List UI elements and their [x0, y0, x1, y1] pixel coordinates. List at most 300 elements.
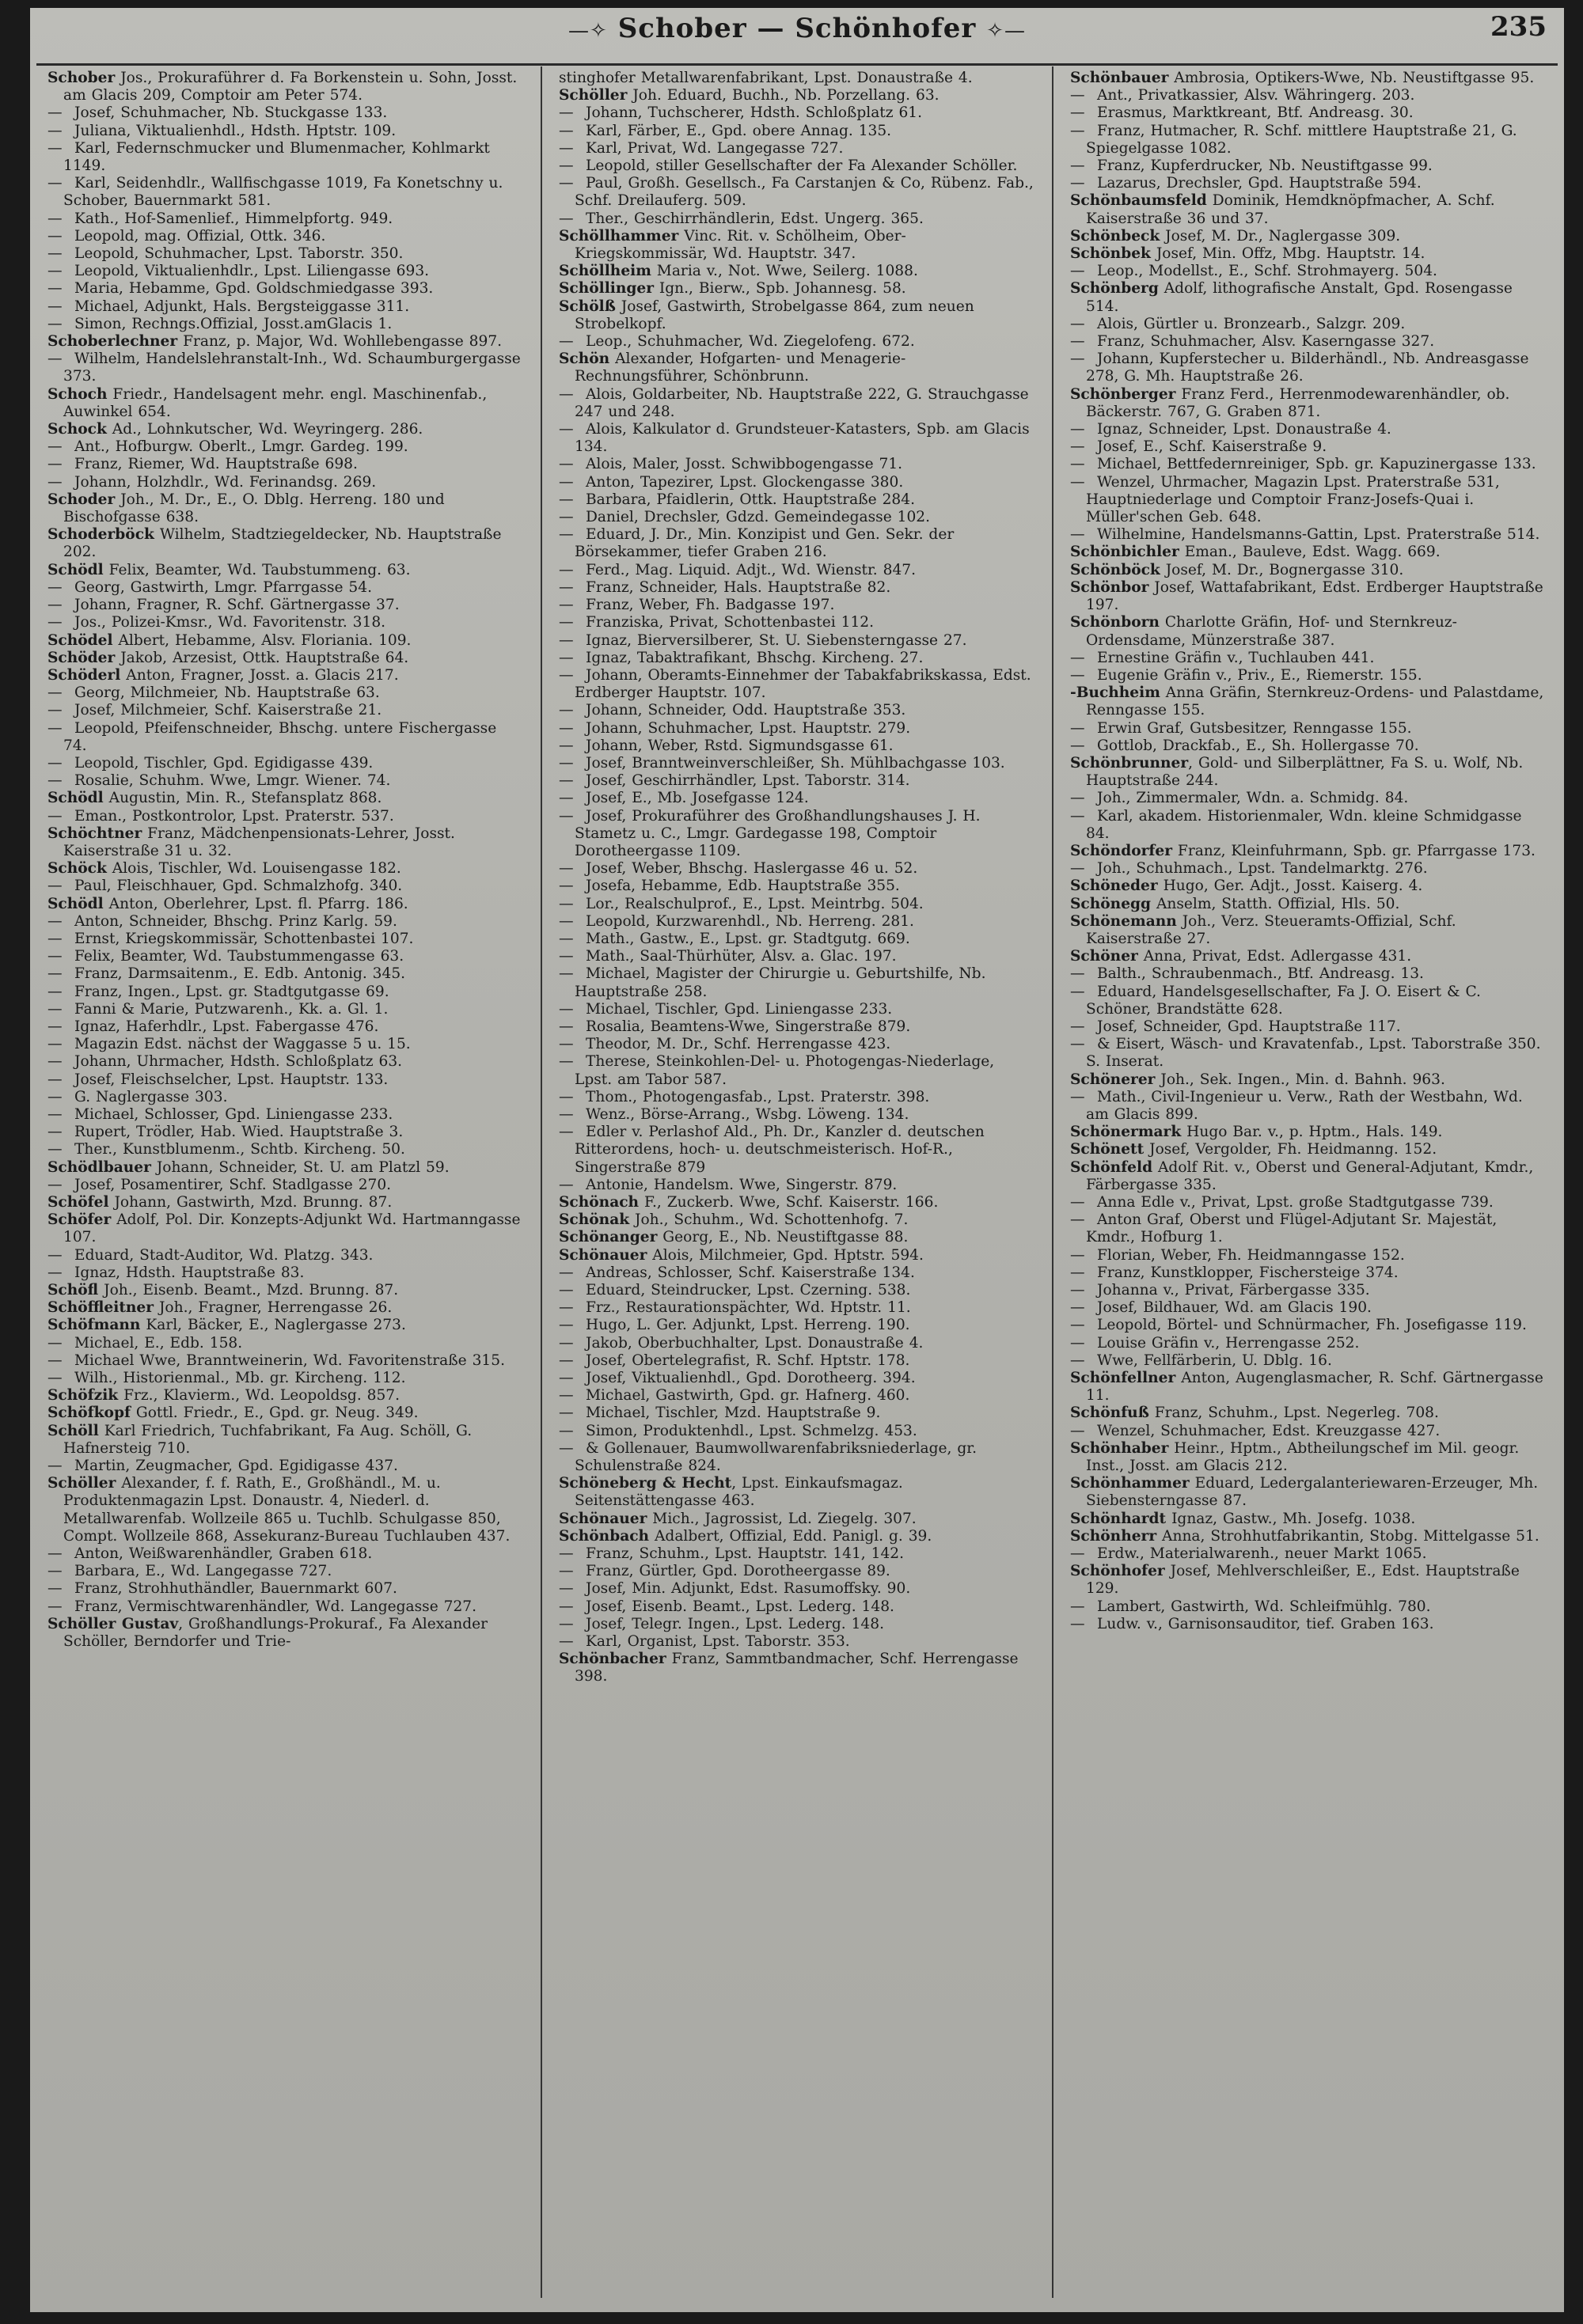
repeat-dash: —: [559, 561, 574, 578]
entry-text: Anton, Fragner, Josst. a. Glacis 217.: [120, 666, 399, 684]
directory-entry: [47, 632, 524, 650]
entry-text: Josef, Schuhmacher, Nb. Stuckgasse 133.: [74, 104, 388, 122]
repeat-dash: —: [47, 1545, 63, 1563]
entry-text: Ther., Kunstblumenm., Schtb. Kircheng. 50.: [74, 1141, 405, 1158]
directory-entry: [559, 351, 1035, 385]
directory-entry: [559, 1651, 1035, 1685]
repeat-dash: —: [559, 631, 574, 649]
entry-surname: Schönhaber: [1070, 1439, 1169, 1457]
repeat-dash: —: [559, 719, 574, 737]
entry-text: Anton Graf, Oberst und Flügel-Adjutant Sr. Majestät, Kmdr., Hofburg 1.: [1086, 1211, 1498, 1246]
repeat-dash: —: [1070, 666, 1085, 684]
repeat-dash: —: [559, 139, 574, 157]
entry-text: Franz, Schuhmacher, Alsv. Kaserngasse 327.: [1097, 333, 1435, 351]
directory-entry: [47, 491, 524, 526]
entry-text: Georg, Milchmeier, Nb. Hauptstraße 63.: [74, 684, 380, 702]
directory-entry: [1070, 1264, 1547, 1282]
directory-entry: [1070, 456, 1547, 473]
entry-text: Gottl. Friedr., E., Gpd. gr. Neug. 349.: [130, 1405, 419, 1422]
directory-entry: [47, 650, 524, 667]
entry-text: Alois, Goldarbeiter, Nb. Hauptstraße 222, G. Strauchgasse 247 und 248.: [575, 385, 1029, 420]
repeat-dash: —: [559, 1036, 574, 1053]
entry-surname: Schönbrunner: [1070, 754, 1189, 772]
entry-text: Michael Wwe, Branntweinerin, Wd. Favoritenstraße 315.: [74, 1352, 505, 1369]
column-2: [559, 70, 1035, 2301]
entry-text: Maria, Hebamme, Gpd. Goldschmiedgasse 393.: [74, 280, 434, 298]
directory-entry: [47, 1580, 524, 1598]
entry-surname: Schöll: [47, 1422, 99, 1439]
entry-text: Rosalia, Beamtens-Wwe, Singerstraße 879.: [586, 1018, 911, 1035]
entry-surname: Schöner: [1070, 948, 1138, 965]
repeat-dash: —: [559, 790, 574, 807]
directory-entry: [1070, 1528, 1547, 1545]
repeat-dash: —: [559, 807, 574, 825]
repeat-dash: —: [559, 210, 574, 227]
entry-text: Anna, Privat, Edst. Adlergasse 431.: [1137, 948, 1412, 965]
repeat-dash: —: [559, 1282, 574, 1299]
entry-text: Ignaz, Hdsth. Hauptstraße 83.: [74, 1264, 305, 1281]
entry-text: Eduard, Handelsgesellschafter, Fa J. O. Eisert & C. Schöner, Brandstätte 628.: [1086, 983, 1481, 1018]
repeat-dash: —: [559, 860, 574, 878]
entry-surname: Schöllinger: [559, 280, 655, 298]
directory-entry: [47, 984, 524, 1001]
repeat-dash: —: [1070, 790, 1085, 807]
entry-text: Ernestine Gräfin v., Tuchlauben 441.: [1097, 649, 1375, 666]
column-3: [1070, 70, 1547, 2301]
directory-entry: [1070, 684, 1547, 719]
repeat-dash: —: [559, 1563, 574, 1580]
directory-entry: [1070, 104, 1547, 122]
directory-entry: [1070, 280, 1547, 315]
entry-text: Michael, Magister der Chirurgie u. Geburtshilfe, Nb. Hauptstraße 258.: [575, 965, 986, 1000]
directory-entry: [1070, 1211, 1547, 1246]
entry-text: & Eisert, Wäsch- und Kravatenfab., Lpst. Taborstraße 350. S. Inserat.: [1086, 1036, 1541, 1071]
entry-text: Joh., Eisenb. Beamt., Mzd. Brunng. 87.: [98, 1282, 399, 1299]
directory-entry: [47, 1211, 524, 1246]
directory-entry: [1070, 1018, 1547, 1036]
entry-text: Math., Civil-Ingenieur u. Verw., Rath der Westbahn, Wd. am Glacis 899.: [1086, 1088, 1523, 1123]
repeat-dash: —: [47, 930, 63, 947]
repeat-dash: —: [47, 104, 63, 122]
directory-entry: [1070, 1247, 1547, 1264]
repeat-dash: —: [47, 719, 63, 737]
repeat-dash: —: [1070, 333, 1085, 351]
entry-text: Anna Gräfin, Sternkreuz-Ordens- und Palastdame, Renngasse 155.: [1086, 684, 1544, 719]
entry-text: Josef, Posamentirer, Schf. Stadlgasse 270.: [74, 1176, 392, 1193]
directory-entry: [47, 931, 524, 948]
entry-text: Jakob, Oberbuchhalter, Lpst. Donaustraße 4.: [586, 1334, 924, 1352]
directory-entry: [47, 1159, 524, 1177]
entry-text: Alois, Tischler, Wd. Louisengasse 182.: [106, 860, 401, 878]
directory-entry: [47, 333, 524, 351]
entry-surname: Schönbor: [1070, 578, 1149, 596]
entry-surname: Schöfmann: [47, 1317, 141, 1334]
entry-text: Leopold, Tischler, Gpd. Egidigasse 439.: [74, 754, 374, 772]
directory-entry: [559, 263, 1035, 280]
directory-entry: [559, 157, 1035, 175]
directory-entry: [47, 1405, 524, 1422]
directory-entry: [559, 210, 1035, 228]
entry-surname: Schöderl: [47, 666, 121, 684]
repeat-dash: —: [47, 878, 63, 895]
entry-text: Josef, E., Schf. Kaiserstraße 9.: [1097, 438, 1327, 456]
repeat-dash: —: [47, 965, 63, 983]
directory-entry: [1070, 579, 1547, 614]
repeat-dash: —: [1070, 1264, 1085, 1281]
repeat-dash: —: [1070, 983, 1085, 1000]
directory-entry: [559, 1317, 1035, 1334]
entry-text: Josef, Min. Offz, Mbg. Hauptstr. 14.: [1150, 245, 1425, 263]
entry-text: Maria v., Not. Wwe, Seilerg. 1088.: [651, 263, 918, 280]
entry-text: Ant., Hofburgw. Oberlt., Lmgr. Gardeg. 199.: [74, 438, 408, 456]
entry-text: Jos., Prokuraführer d. Fa Borkenstein u. Sohn, Josst. am Glacis 209, Comptoir am Peter 574.: [63, 70, 518, 104]
directory-entry: [559, 1423, 1035, 1440]
repeat-dash: —: [47, 948, 63, 965]
entry-surname: Schöfl: [47, 1282, 99, 1299]
entry-surname: Schönherr: [1070, 1527, 1157, 1545]
title-first-entry: Schober: [617, 13, 747, 44]
entry-text: Anna, Strohhutfabrikantin, Stobg. Mittelgasse 51.: [1156, 1527, 1539, 1545]
entry-text: Franz, Kleinfuhrmann, Spb. gr. Pfarrgasse 173.: [1172, 842, 1536, 859]
repeat-dash: —: [559, 1124, 574, 1141]
directory-entry: [559, 1616, 1035, 1633]
entry-text: Johann, Schneider, Odd. Hauptstraße 353.: [586, 702, 906, 719]
directory-entry: [47, 562, 524, 579]
entry-text: Barbara, E., Wd. Langegasse 727.: [74, 1563, 332, 1580]
entry-surname: Schoder: [47, 491, 116, 508]
entry-text: Josef, Bildhauer, Wd. am Glacis 190.: [1097, 1299, 1372, 1317]
repeat-dash: —: [47, 1018, 63, 1035]
entry-text: Josef, Min. Adjunkt, Edst. Rasumoffsky. 90.: [586, 1580, 911, 1598]
repeat-dash: —: [1070, 87, 1085, 104]
directory-entry: [47, 1071, 524, 1089]
directory-entry: [1070, 245, 1547, 263]
entry-text: Leop., Modellst., E., Schf. Strohmayerg. 504.: [1097, 263, 1437, 280]
entry-surname: Schönemann: [1070, 912, 1177, 930]
entry-text: Josef, Eisenb. Beamt., Lpst. Lederg. 148.: [586, 1598, 894, 1615]
directory-entry: [559, 526, 1035, 561]
entry-text: Alois, Gürtler u. Bronzearb., Salzgr. 209.: [1097, 315, 1406, 332]
repeat-dash: —: [1070, 1282, 1085, 1299]
repeat-dash: —: [559, 702, 574, 719]
entry-text: Ferd., Mag. Liquid. Adjt., Wd. Wienstr. 847.: [586, 561, 917, 578]
directory-entry: [1070, 1545, 1547, 1563]
repeat-dash: —: [1070, 965, 1085, 983]
repeat-dash: —: [1070, 351, 1085, 368]
repeat-dash: —: [47, 772, 63, 790]
directory-entry: [559, 1299, 1035, 1317]
entry-text: Antonie, Handelsm. Wwe, Singerstr. 879.: [586, 1176, 898, 1193]
entry-text: Mich., Jagrossist, Ld. Ziegelg. 307.: [647, 1510, 917, 1527]
entry-surname: Schöllheim: [559, 263, 651, 280]
entry-surname: Schöfzik: [47, 1387, 119, 1405]
directory-entry: [47, 474, 524, 491]
entry-text: Johann, Fragner, R. Schf. Gärtnergasse 37.: [74, 597, 400, 614]
directory-entry: [559, 931, 1035, 948]
repeat-dash: —: [559, 473, 574, 491]
directory-entry: [1070, 667, 1547, 684]
entry-text: Josef, Branntweinverschleißer, Sh. Mühlbachgasse 103.: [586, 754, 1005, 772]
repeat-dash: —: [559, 1352, 574, 1369]
repeat-dash: —: [47, 139, 63, 157]
directory-entry: [1070, 896, 1547, 913]
entry-text: Ernst, Kriegskommissär, Schottenbastei 107.: [74, 930, 414, 947]
entry-text: Ignaz, Schneider, Lpst. Donaustraße 4.: [1097, 421, 1391, 438]
entry-text: Eman., Postkontrolor, Lpst. Praterstr. 537.: [74, 807, 394, 825]
entry-text: Theodor, M. Dr., Schf. Herrengasse 423.: [586, 1036, 891, 1053]
entry-text: Daniel, Drechsler, Gdzd. Gemeindegasse 102.: [586, 509, 931, 526]
entry-text: Josefa, Hebamme, Edb. Hauptstraße 355.: [586, 878, 900, 895]
repeat-dash: —: [559, 1000, 574, 1018]
directory-entry: [1070, 421, 1547, 438]
entry-surname: -Buchheim: [1070, 684, 1160, 702]
directory-entry: [47, 1124, 524, 1141]
entry-text: Ambrosia, Optikers-Wwe, Nb. Neustiftgasse 95.: [1168, 70, 1535, 86]
directory-entry: [559, 1194, 1035, 1211]
entry-text: Franz, Vermischtwarenhändler, Wd. Langegasse 727.: [74, 1598, 477, 1615]
entry-text: Lazarus, Drechsler, Gpd. Hauptstraße 594.: [1097, 175, 1422, 192]
entry-surname: Schoberlechner: [47, 333, 178, 351]
entry-text: Louise Gräfin v., Herrengasse 252.: [1097, 1334, 1360, 1352]
repeat-dash: —: [47, 1264, 63, 1281]
entry-text: Leopold, Pfeifenschneider, Bhschg. untere Fischergasse 74.: [63, 719, 497, 754]
directory-entry: [559, 650, 1035, 667]
entry-surname: Schöller: [559, 87, 628, 104]
directory-entry: [47, 1317, 524, 1334]
directory-entry: [47, 1194, 524, 1211]
directory-entry: [1070, 474, 1547, 527]
directory-entry: [1070, 123, 1547, 157]
repeat-dash: —: [47, 1000, 63, 1018]
directory-entry: [559, 140, 1035, 157]
repeat-dash: —: [47, 227, 63, 245]
repeat-dash: —: [559, 737, 574, 754]
entry-text: Karl, Färber, E., Gpd. obere Annag. 135.: [586, 122, 892, 139]
entry-text: Franz, Sammtbandmacher, Schf. Herrengasse 398.: [575, 1651, 1019, 1685]
repeat-dash: —: [559, 1405, 574, 1422]
repeat-dash: —: [1070, 1352, 1085, 1369]
entry-text: Josef, Vergolder, Fh. Heidmanng. 152.: [1144, 1141, 1437, 1158]
entry-surname: Schöfel: [47, 1194, 109, 1211]
repeat-dash: —: [559, 1105, 574, 1123]
directory-entry: [47, 104, 524, 122]
entry-text: Ignaz, Haferhdlr., Lpst. Fabergasse 476.: [74, 1018, 379, 1035]
directory-entry: [47, 1563, 524, 1580]
repeat-dash: —: [559, 649, 574, 666]
directory-entry: [559, 737, 1035, 755]
entry-text: Leopold, Schuhmacher, Lpst. Taborstr. 350.: [74, 245, 404, 263]
directory-entry: [47, 702, 524, 719]
entry-text: Wenzel, Schuhmacher, Edst. Kreuzgasse 427.: [1097, 1422, 1441, 1439]
entry-text: Gottlob, Drackfab., E., Sh. Hollergasse 70.: [1097, 737, 1419, 754]
title-last-entry: Schönhofer: [795, 13, 977, 44]
directory-entry: [559, 1528, 1035, 1545]
entry-surname: Schöchtner: [47, 825, 142, 842]
entry-text: Michael, Tischler, Mzd. Hauptstraße 9.: [586, 1405, 881, 1422]
entry-text: Ant., Privatkassier, Alsv. Währingerg. 203.: [1097, 87, 1415, 104]
entry-surname: Schöffleitner: [47, 1299, 154, 1317]
repeat-dash: —: [1070, 1088, 1085, 1105]
entry-surname: Schönberg: [1070, 280, 1159, 298]
repeat-dash: —: [1070, 1615, 1085, 1632]
directory-entry: [559, 1106, 1035, 1124]
directory-entry: [47, 1598, 524, 1616]
directory-entry: [559, 491, 1035, 509]
entry-text: Eduard, Ledergalanteriewaren-Erzeuger, Mh. Siebensterngasse 87.: [1086, 1475, 1539, 1510]
entry-text: Joh., M. Dr., E., O. Dblg. Herreng. 180 und Bischofgasse 638.: [63, 491, 445, 526]
repeat-dash: —: [559, 385, 574, 403]
directory-entry: [47, 123, 524, 140]
entry-text: Josef, M. Dr., Naglergasse 309.: [1160, 227, 1401, 245]
entry-text: Ludw. v., Garnisonsauditor, tief. Graben 163.: [1097, 1615, 1434, 1632]
entry-text: Alexander, Hofgarten- und Menagerie-Rechnungsführer, Schönbrunn.: [575, 351, 906, 385]
entry-text: Joh., Zimmermaler, Wdn. a. Schmidg. 84.: [1097, 790, 1409, 807]
directory-entry: [47, 280, 524, 298]
entry-text: Josef, E., Mb. Josefgasse 124.: [586, 790, 809, 807]
entry-text: Balth., Schraubenmach., Btf. Andreasg. 13.: [1097, 965, 1424, 983]
directory-entry: [1070, 175, 1547, 192]
entry-text: Heinr., Hptm., Abtheilungschef im Mil. geogr. Inst., Josst. am Glacis 212.: [1086, 1439, 1520, 1475]
entry-text: Paul, Großh. Gesellsch., Fa Carstanjen & Co, Rübenz. Fab., Schf. Dreilauferg. 509.: [575, 175, 1034, 210]
entry-text: Leopold, mag. Offizial, Ottk. 346.: [74, 227, 326, 245]
directory-entry: [1070, 316, 1547, 333]
entry-text: Florian, Weber, Fh. Heidmanngasse 152.: [1097, 1246, 1405, 1264]
directory-entry: [559, 808, 1035, 861]
repeat-dash: —: [47, 684, 63, 702]
entry-surname: Schöfer: [47, 1211, 112, 1229]
directory-entry: [47, 1036, 524, 1053]
entry-text: Adolf, Pol. Dir. Konzepts-Adjunkt Wd. Hartmanngasse 107.: [63, 1211, 521, 1246]
directory-entry: [47, 1335, 524, 1352]
entry-text: Johann, Oberamts-Einnehmer der Tabakfabrikskassa, Edst. Erdberger Hauptstr. 107.: [575, 666, 1031, 702]
directory-entry: [559, 509, 1035, 526]
directory-entry: [47, 70, 524, 104]
directory-entry: [1070, 526, 1547, 544]
directory-entry: [559, 70, 1035, 87]
repeat-dash: —: [1070, 438, 1085, 456]
repeat-dash: —: [47, 456, 63, 473]
entry-text: Franz, Hutmacher, R. Schf. mittlere Hauptstraße 21, G. Spiegelgasse 1082.: [1086, 122, 1517, 157]
directory-entry: [47, 808, 524, 825]
entry-text: Josef, Telegr. Ingen., Lpst. Lederg. 148.: [586, 1615, 885, 1632]
entry-text: Josef, Mehlverschleißer, E., Edst. Hauptstraße 129.: [1086, 1563, 1520, 1598]
directory-entry: [47, 1089, 524, 1106]
entry-surname: Schönfellner: [1070, 1370, 1176, 1387]
repeat-dash: —: [1070, 1598, 1085, 1615]
directory-entry: [559, 597, 1035, 614]
directory-entry: [559, 1633, 1035, 1651]
entry-text: Eman., Bauleve, Edst. Wagg. 669.: [1179, 544, 1441, 561]
entry-text: Georg, E., Nb. Neustiftgasse 88.: [657, 1229, 909, 1246]
entry-text: Michael, E., Edb. 158.: [74, 1334, 243, 1352]
directory-entry: [559, 913, 1035, 931]
repeat-dash: —: [47, 1352, 63, 1369]
directory-entry: [47, 1053, 524, 1071]
repeat-dash: —: [1070, 1334, 1085, 1352]
repeat-dash: —: [1070, 719, 1085, 737]
entry-text: Anton, Tapezirer, Lpst. Glockengasse 380.: [586, 473, 904, 491]
running-title: [30, 13, 1564, 44]
repeat-dash: —: [47, 578, 63, 596]
entry-text: Adolf, lithografische Anstalt, Gpd. Rosengasse 514.: [1086, 280, 1513, 315]
entry-surname: Schönfeld: [1070, 1158, 1153, 1176]
entry-text: Erdw., Materialwarenh., neuer Markt 1065.: [1097, 1545, 1427, 1563]
directory-entry: [47, 913, 524, 931]
directory-entry: [559, 755, 1035, 772]
directory-entry: [559, 1545, 1035, 1563]
entry-text: Anton, Augenglasmacher, R. Schf. Gärtnergasse 11.: [1086, 1370, 1543, 1405]
directory-entry: [47, 965, 524, 983]
repeat-dash: —: [47, 298, 63, 315]
repeat-dash: —: [559, 1422, 574, 1439]
entry-text: Paul, Fleischhauer, Gpd. Schmalzhofg. 340.: [74, 878, 403, 895]
directory-entry: [47, 263, 524, 280]
entry-text: Michael, Bettfedernreiniger, Spb. gr. Kapuzinergasse 133.: [1097, 456, 1536, 473]
entry-text: Alois, Kalkulator d. Grundsteuer-Katasters, Spb. am Glacis 134.: [575, 421, 1030, 456]
directory-entry: [1070, 948, 1547, 965]
directory-entry: [47, 1387, 524, 1405]
entry-surname: Schönhammer: [1070, 1475, 1190, 1492]
repeat-dash: —: [559, 772, 574, 790]
entry-text: Michael, Adjunkt, Hals. Bergsteiggasse 311.: [74, 298, 410, 315]
entry-text: Franz, Strohhuthändler, Bauernmarkt 607.: [74, 1580, 397, 1598]
entry-text: Joh., Sek. Ingen., Min. d. Bahnh. 963.: [1155, 1071, 1445, 1088]
directory-entry: [1070, 1423, 1547, 1440]
entry-text: Anna Edle v., Privat, Lpst. große Stadtgutgasse 739.: [1097, 1194, 1494, 1211]
repeat-dash: —: [1070, 1299, 1085, 1317]
directory-entry: [559, 1018, 1035, 1036]
entry-text: Albert, Hebamme, Alsv. Floriania. 109.: [112, 631, 412, 649]
directory-entry: [1070, 1352, 1547, 1370]
entry-text: Wilhelm, Stadtziegeldecker, Nb. Hauptstraße 202.: [63, 526, 502, 561]
repeat-dash: —: [47, 1246, 63, 1264]
entry-text: Eduard, Steindrucker, Lpst. Czerning. 538.: [586, 1282, 911, 1299]
entry-text: Erwin Graf, Gutsbesitzer, Renngasse 155.: [1097, 719, 1412, 737]
entry-surname: Schödlbauer: [47, 1158, 151, 1176]
entry-text: Johann, Tuchscherer, Hdsth. Schloßplatz 61.: [586, 104, 923, 122]
directory-entry: [47, 1475, 524, 1545]
repeat-dash: —: [559, 948, 574, 965]
entry-text: Kath., Hof-Samenlief., Himmelpfortg. 949.: [74, 210, 393, 227]
entry-surname: Schöllhammer: [559, 227, 679, 245]
directory-entry: [47, 526, 524, 561]
entry-surname: Schöneder: [1070, 878, 1158, 895]
directory-entry: [1070, 878, 1547, 895]
directory-entry: [1070, 1317, 1547, 1334]
repeat-dash: —: [559, 878, 574, 895]
directory-entry: [559, 87, 1035, 104]
entry-text: Hugo, L. Ger. Adjunkt, Lpst. Herreng. 190.: [586, 1317, 910, 1334]
directory-entry: [47, 1247, 524, 1264]
directory-entry: [47, 579, 524, 597]
directory-entry: [47, 1018, 524, 1036]
repeat-dash: —: [559, 175, 574, 192]
entry-surname: Schönak: [559, 1211, 630, 1229]
entry-surname: Schönhardt: [1070, 1510, 1167, 1527]
entry-text: Math., Saal-Thürhüter, Alsv. a. Glac. 197.: [586, 948, 897, 965]
repeat-dash: —: [559, 1370, 574, 1387]
directory-entry: [1070, 1563, 1547, 1598]
entry-text: Georg, Gastwirth, Lmgr. Pfarrgasse 54.: [74, 578, 372, 596]
entry-text: Felix, Beamter, Wd. Taubstummengasse 63.: [74, 948, 404, 965]
entry-text: Leopold, stiller Gesellschafter der Fa Alexander Schöller.: [586, 157, 1018, 175]
directory-entry: [1070, 1616, 1547, 1633]
entry-text: Franz, Mädchenpensionats-Lehrer, Josst. Kaiserstraße 31 u. 32.: [63, 825, 455, 859]
entry-surname: Schönbaumsfeld: [1070, 192, 1207, 210]
entry-text: Alexander, f. f. Rath, E., Großhändl., M. u. Produktenmagazin Lpst. Donaustr. 4, Niederl. d. Metallwarenfab. Wollzeile 865 u. Tuchlb. Schulgasse 850, Compt. Wollzeile 868, Assekuranz-Bureau Tuchlauben 437.: [63, 1475, 511, 1545]
repeat-dash: —: [559, 1439, 574, 1457]
repeat-dash: —: [559, 1018, 574, 1035]
